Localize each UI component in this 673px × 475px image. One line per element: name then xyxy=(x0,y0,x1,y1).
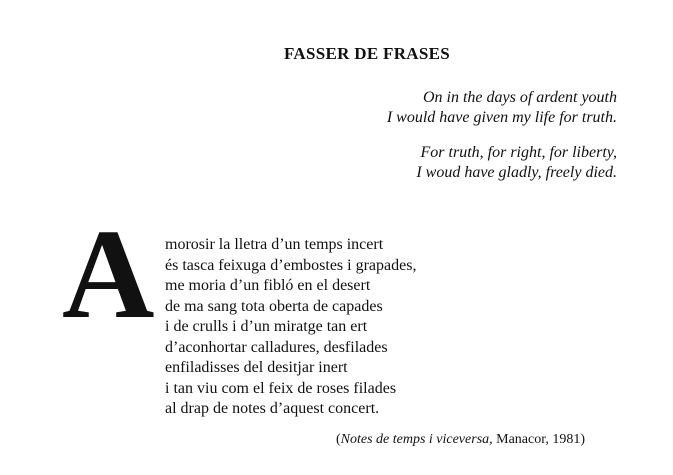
poem-line: d’aconhortar calladures, desfilades xyxy=(165,338,388,356)
epigraph-stanza-2 xyxy=(387,143,617,183)
epigraph-stanza-1 xyxy=(387,88,617,128)
epigraph xyxy=(387,88,617,198)
poem-body xyxy=(165,235,416,420)
drop-cap-letter: A xyxy=(62,203,155,345)
poem-line: és tasca feixuga d’embostes i grapades, xyxy=(165,256,417,274)
poem-line: de ma sang tota oberta de capades xyxy=(165,297,383,315)
citation-details: , Manacor, 1981) xyxy=(489,432,585,447)
poem-line: morosir la lletra d’un temps incert xyxy=(165,236,384,253)
epigraph-line: I woud have gladly, freely died. xyxy=(416,164,617,181)
poem-line: i de crulls i d’un miratge tan ert xyxy=(165,318,368,335)
source-citation xyxy=(336,432,585,448)
poem-line: al drap de notes d’aquest concert. xyxy=(165,400,380,417)
citation-work-title: Notes de temps i viceversa xyxy=(340,432,490,447)
epigraph-line: On in the days of ardent youth xyxy=(422,89,617,106)
poem-line: me moria d’un fibló en el desert xyxy=(165,277,371,294)
poem-line: enfiladisses del desitjar inert xyxy=(165,359,348,376)
poem-title: FASSER DE FRASES xyxy=(284,44,451,63)
epigraph-line: For truth, for right, for liberty, xyxy=(420,144,617,161)
poem-line: i tan viu com el feix de roses filades xyxy=(165,379,397,397)
epigraph-line: I would have given my life for truth. xyxy=(386,109,617,126)
citation-open: ( xyxy=(335,432,341,447)
